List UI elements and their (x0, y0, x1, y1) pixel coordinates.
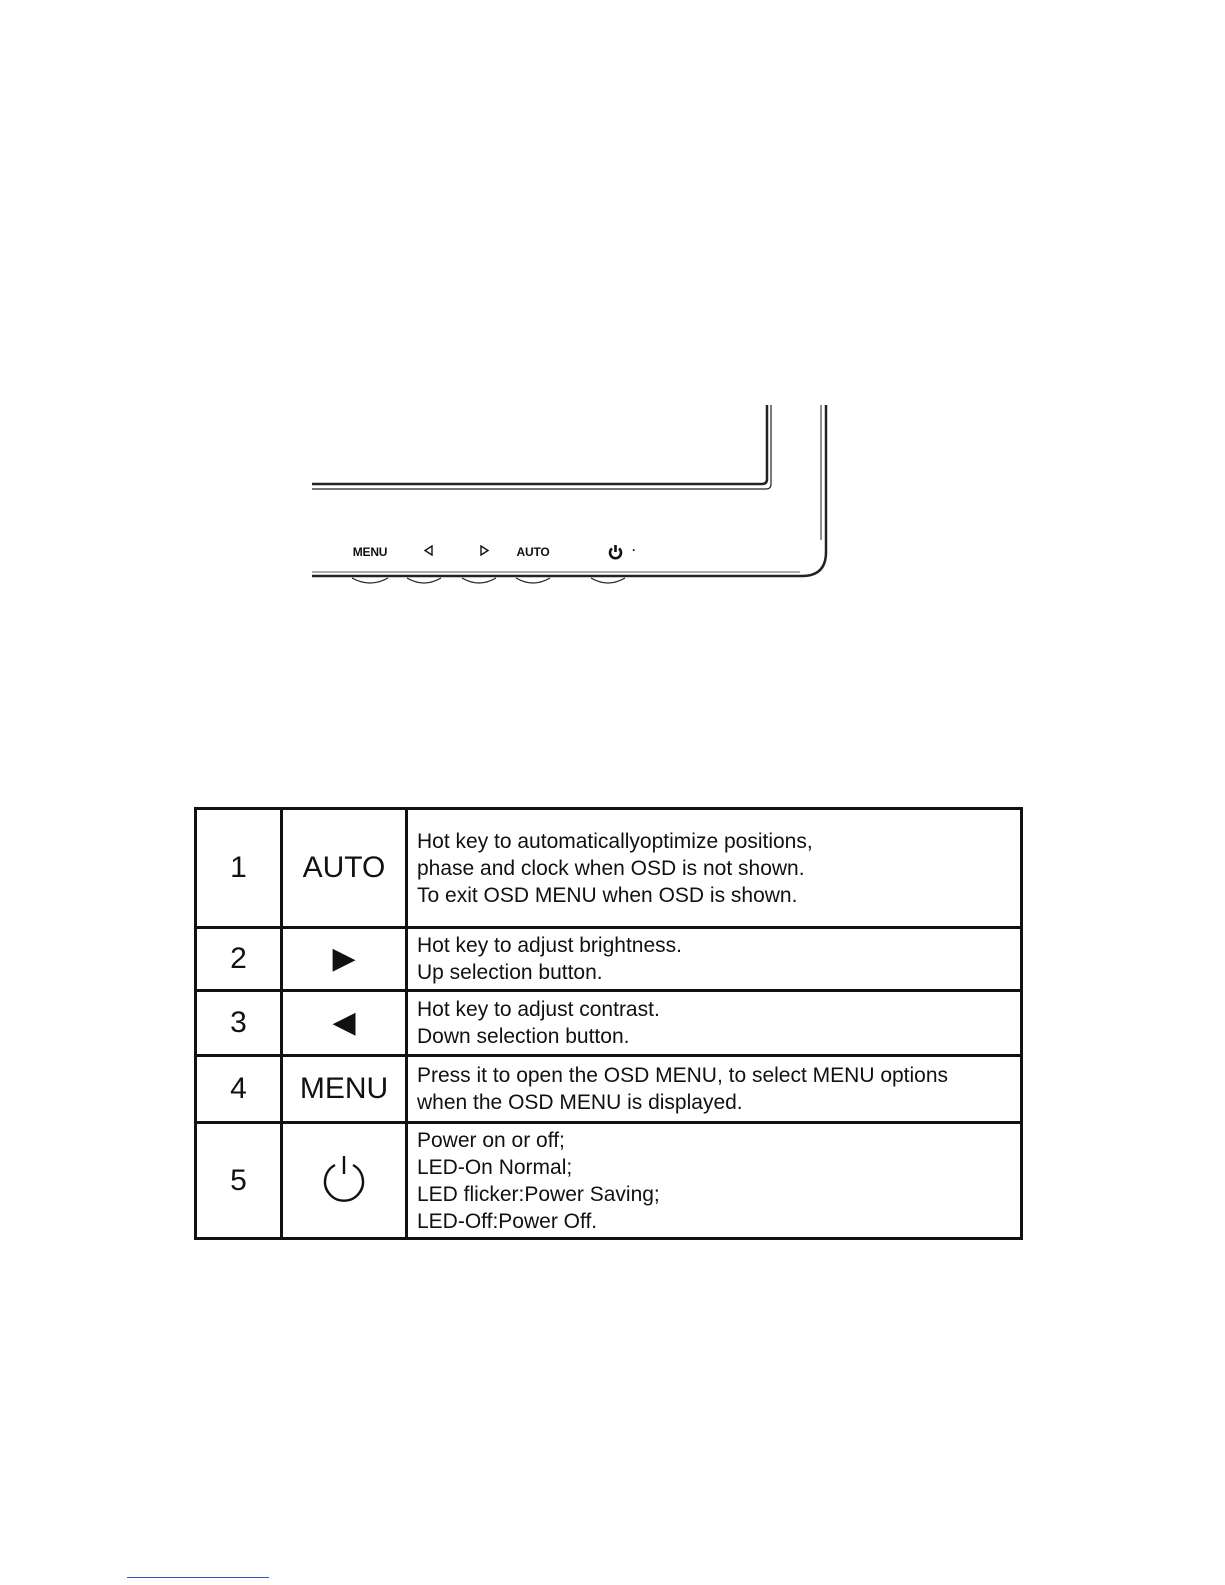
bezel-auto-label: AUTO (516, 545, 550, 559)
row-number: 2 (196, 928, 282, 991)
description-line: when the OSD MENU is displayed. (417, 1091, 743, 1114)
key-cell (282, 928, 407, 991)
key-cell (282, 991, 407, 1056)
key-cell (282, 1123, 407, 1239)
monitor-bezel-illustration (300, 400, 860, 600)
row-number: 5 (196, 1123, 282, 1239)
key-description (407, 991, 1022, 1056)
monitor-outline (300, 400, 860, 600)
table-row (196, 928, 1022, 991)
table-row (196, 1056, 1022, 1123)
description-line: Press it to open the OSD MENU, to select MENU options (417, 1064, 949, 1087)
key-name-menu: MENU (282, 1056, 407, 1123)
description-line: LED-On Normal; (417, 1155, 573, 1179)
key-function-table (194, 807, 1023, 1240)
description-line: Down selection button. (417, 1025, 630, 1048)
bezel-menu-label: MENU (352, 545, 388, 559)
row-number: 1 (196, 809, 282, 928)
description-line: LED flicker:Power Saving; (417, 1182, 660, 1206)
table-row (196, 1123, 1022, 1239)
key-description (407, 1056, 1022, 1123)
description-line: Hot key to automaticallyoptimize positions, (417, 829, 813, 853)
table-row (196, 809, 1022, 928)
key-name-auto: AUTO (282, 809, 407, 928)
key-description (407, 1123, 1022, 1239)
description-line: Power on or off; (417, 1128, 565, 1152)
description-line: Up selection button. (417, 961, 603, 984)
description-line: Hot key to adjust contrast. (417, 998, 660, 1021)
right-triangle-icon: ▶ (332, 942, 356, 975)
footer-rule (127, 1577, 269, 1578)
table-row (196, 991, 1022, 1056)
key-description (407, 809, 1022, 928)
row-number: 4 (196, 1056, 282, 1123)
power-icon (320, 1152, 368, 1202)
description-line: LED-Off:Power Off. (417, 1209, 598, 1233)
row-number: 3 (196, 991, 282, 1056)
description-line: Hot key to adjust brightness. (417, 934, 682, 957)
led-indicator: · (632, 543, 636, 557)
key-description (407, 928, 1022, 991)
left-triangle-icon: ◀ (332, 1006, 356, 1039)
description-line: phase and clock when OSD is not shown. (417, 856, 805, 880)
description-line: To exit OSD MENU when OSD is shown. (417, 883, 798, 907)
